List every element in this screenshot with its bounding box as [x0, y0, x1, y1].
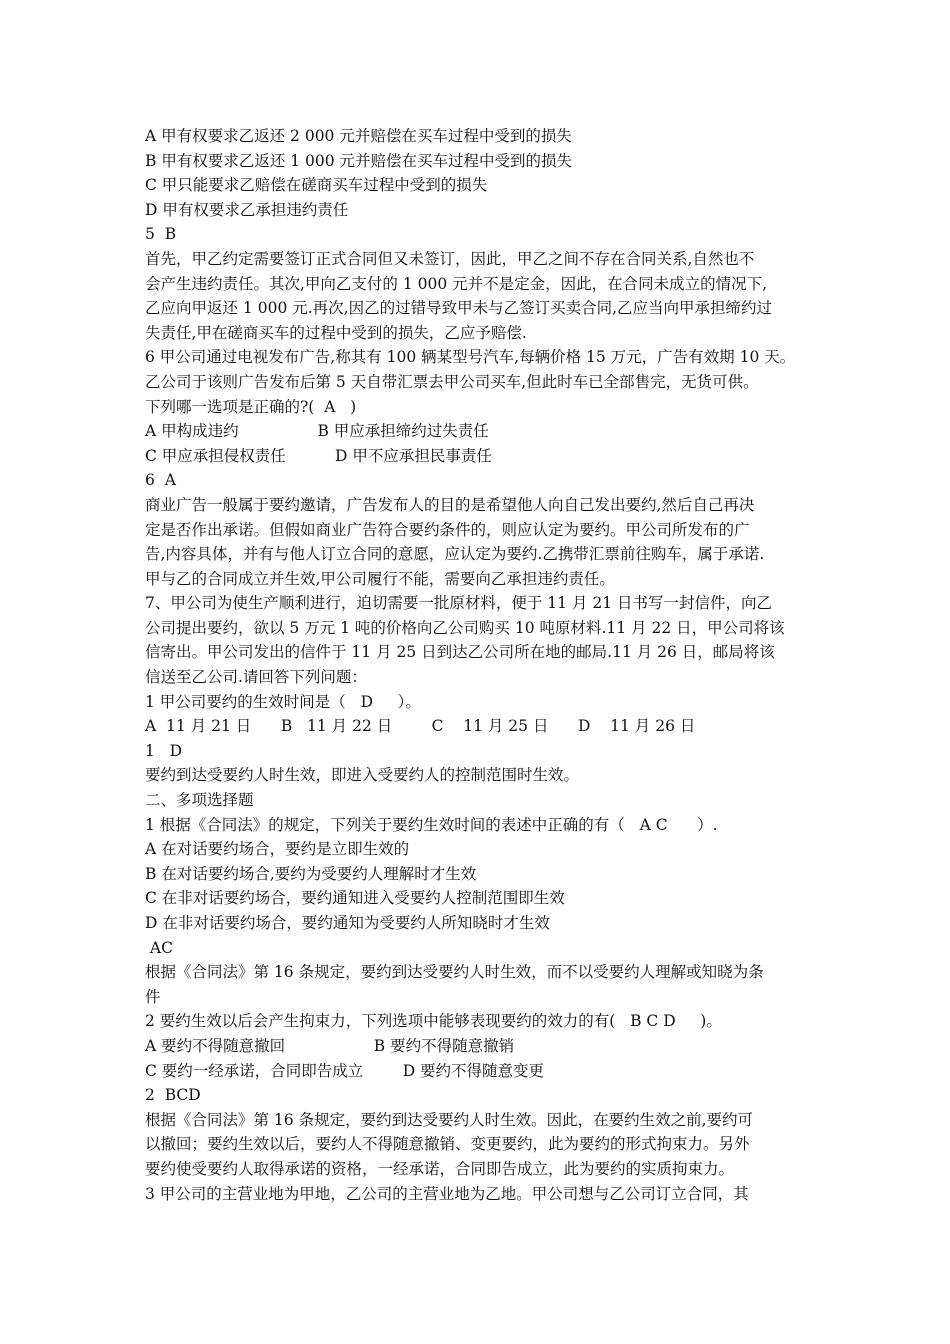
text-line: 甲与乙的合同成立并生效,甲公司履行不能，需要向乙承担违约责任。: [145, 569, 615, 588]
section-heading: 二、多项选择题: [145, 791, 254, 810]
text-line: A 要约不得随意撤回 B 要约不得随意撤销: [145, 1036, 515, 1055]
text-line: C 要约一经承诺，合同即告成立 D 要约不得随意变更: [145, 1061, 545, 1080]
text-line: 定是否作出承诺。但假如商业广告符合要约条件的，则应认定为要约。甲公司所发布的广: [145, 520, 750, 539]
text-line: D 甲有权要求乙承担违约责任: [145, 200, 349, 219]
text-line: 以撤回；要约生效以后，要约人不得随意撤销、变更要约，此为要约的形式拘束力。另外: [145, 1135, 750, 1154]
text-line: B 甲有权要求乙返还 1 000 元并赔偿在买车过程中受到的损失: [145, 151, 573, 170]
text-line: 1 D: [145, 741, 183, 760]
text-line: 2 BCD: [145, 1086, 201, 1105]
text-line: A 甲构成违约 B 甲应承担缔约过失责任: [145, 422, 489, 441]
text-line: 乙应向甲返还 1 000 元.再次,因乙的过错导致甲未与乙签订买卖合同,乙应当向甲承担缔约过: [145, 299, 773, 318]
text-line: 信寄出。甲公司发出的信件于 11 月 25 日到达乙公司所在地的邮局.11 月 26 日，邮局将该: [145, 643, 775, 662]
text-line: 要约到达受要约人时生效，即进入受要约人的控制范围时生效。: [145, 766, 580, 785]
text-line: 6 A: [145, 471, 176, 490]
text-line: 5 B: [145, 225, 177, 244]
text-line: A 甲有权要求乙返还 2 000 元并赔偿在买车过程中受到的损失: [145, 127, 572, 145]
text-line: 会产生违约责任。其次,甲向乙支付的 1 000 元并不是定金，因此，在合同未成立的情况下,: [145, 274, 768, 293]
text-line: 首先，甲乙约定需要签订正式合同但又未签订，因此，甲乙之间不存在合同关系,自然也不: [145, 249, 755, 268]
text-line: C 在非对话要约场合，要约通知进入受要约人控制范围即生效: [145, 889, 565, 908]
text-line: 2 要约生效以后会产生拘束力，下列选项中能够表现要约的效力的有( B C D )。: [145, 1012, 722, 1031]
text-line: 根据《合同法》第 16 条规定，要约到达受要约人时生效，而不以受要约人理解或知晓为条: [145, 963, 764, 982]
text-line: 3 甲公司的主营业地为甲地，乙公司的主营业地为乙地。甲公司想与乙公司订立合同，其: [145, 1184, 749, 1203]
text-line: 下列哪一选项是正确的?( A ): [145, 397, 357, 416]
text-line: D 在非对话要约场合，要约通知为受要约人所知晓时才生效: [145, 914, 550, 932]
text-line: 乙公司于该则广告发布后第 5 天自带汇票去甲公司买车,但此时车已全部售完，无货可供。: [145, 372, 759, 391]
text-line: 根据《合同法》第 16 条规定，要约到达受要约人时生效。因此，在要约生效之前,要约可: [145, 1110, 754, 1129]
text-line: 告,内容具体，并有与他人订立合同的意愿，应认定为要约.乙携带汇票前往购车，属于承诺.: [145, 545, 765, 564]
text-line: 公司提出要约，欲以 5 万元 1 吨的价格向乙公司购买 10 吨原材料.11 月 22 日，甲公司将该: [145, 618, 785, 637]
text-line: B 在对话要约场合,要约为受要约人理解时才生效: [145, 864, 477, 883]
text-line: 7、甲公司为使生产顺利进行，迫切需要一批原材料，便于 11 月 21 日书写一封信件，向乙: [145, 594, 773, 613]
text-line: C 甲应承担侵权责任 D 甲不应承担民事责任: [145, 446, 492, 465]
text-line: 6 甲公司通过电视发布广告,称其有 100 辆某型号汽车,每辆价格 15 万元，广告有效期 10 天。: [145, 348, 796, 367]
text-line: AC: [145, 938, 173, 957]
text-line: C 甲只能要求乙赔偿在磋商买车过程中受到的损失: [145, 176, 488, 195]
document-body: [145, 124, 815, 1206]
text-line: 要约使受要约人取得承诺的资格，一经承诺，合同即告成立，此为要约的实质拘束力。: [145, 1159, 735, 1178]
text-line: 信送至乙公司.请回答下列问题：: [145, 668, 367, 687]
text-line: 1 根据《合同法》的规定，下列关于要约生效时间的表述中正确的有（ A C ）.: [145, 815, 718, 834]
text-line: 商业广告一般属于要约邀请，广告发布人的目的是希望他人向自己发出要约,然后自己再决: [145, 495, 755, 514]
text-line: A 在对话要约场合，要约是立即生效的: [145, 840, 410, 859]
text-line: 件: [145, 987, 161, 1006]
text-line: 失责任,甲在磋商买车的过程中受到的损失，乙应予赔偿.: [145, 323, 527, 342]
text-line: 1 甲公司要约的生效时间是（ D ）。: [145, 692, 421, 711]
text-line: A 11 月 21 日 B 11 月 22 日 C 11 月 25 日 D 11 月 26 日: [145, 717, 696, 736]
